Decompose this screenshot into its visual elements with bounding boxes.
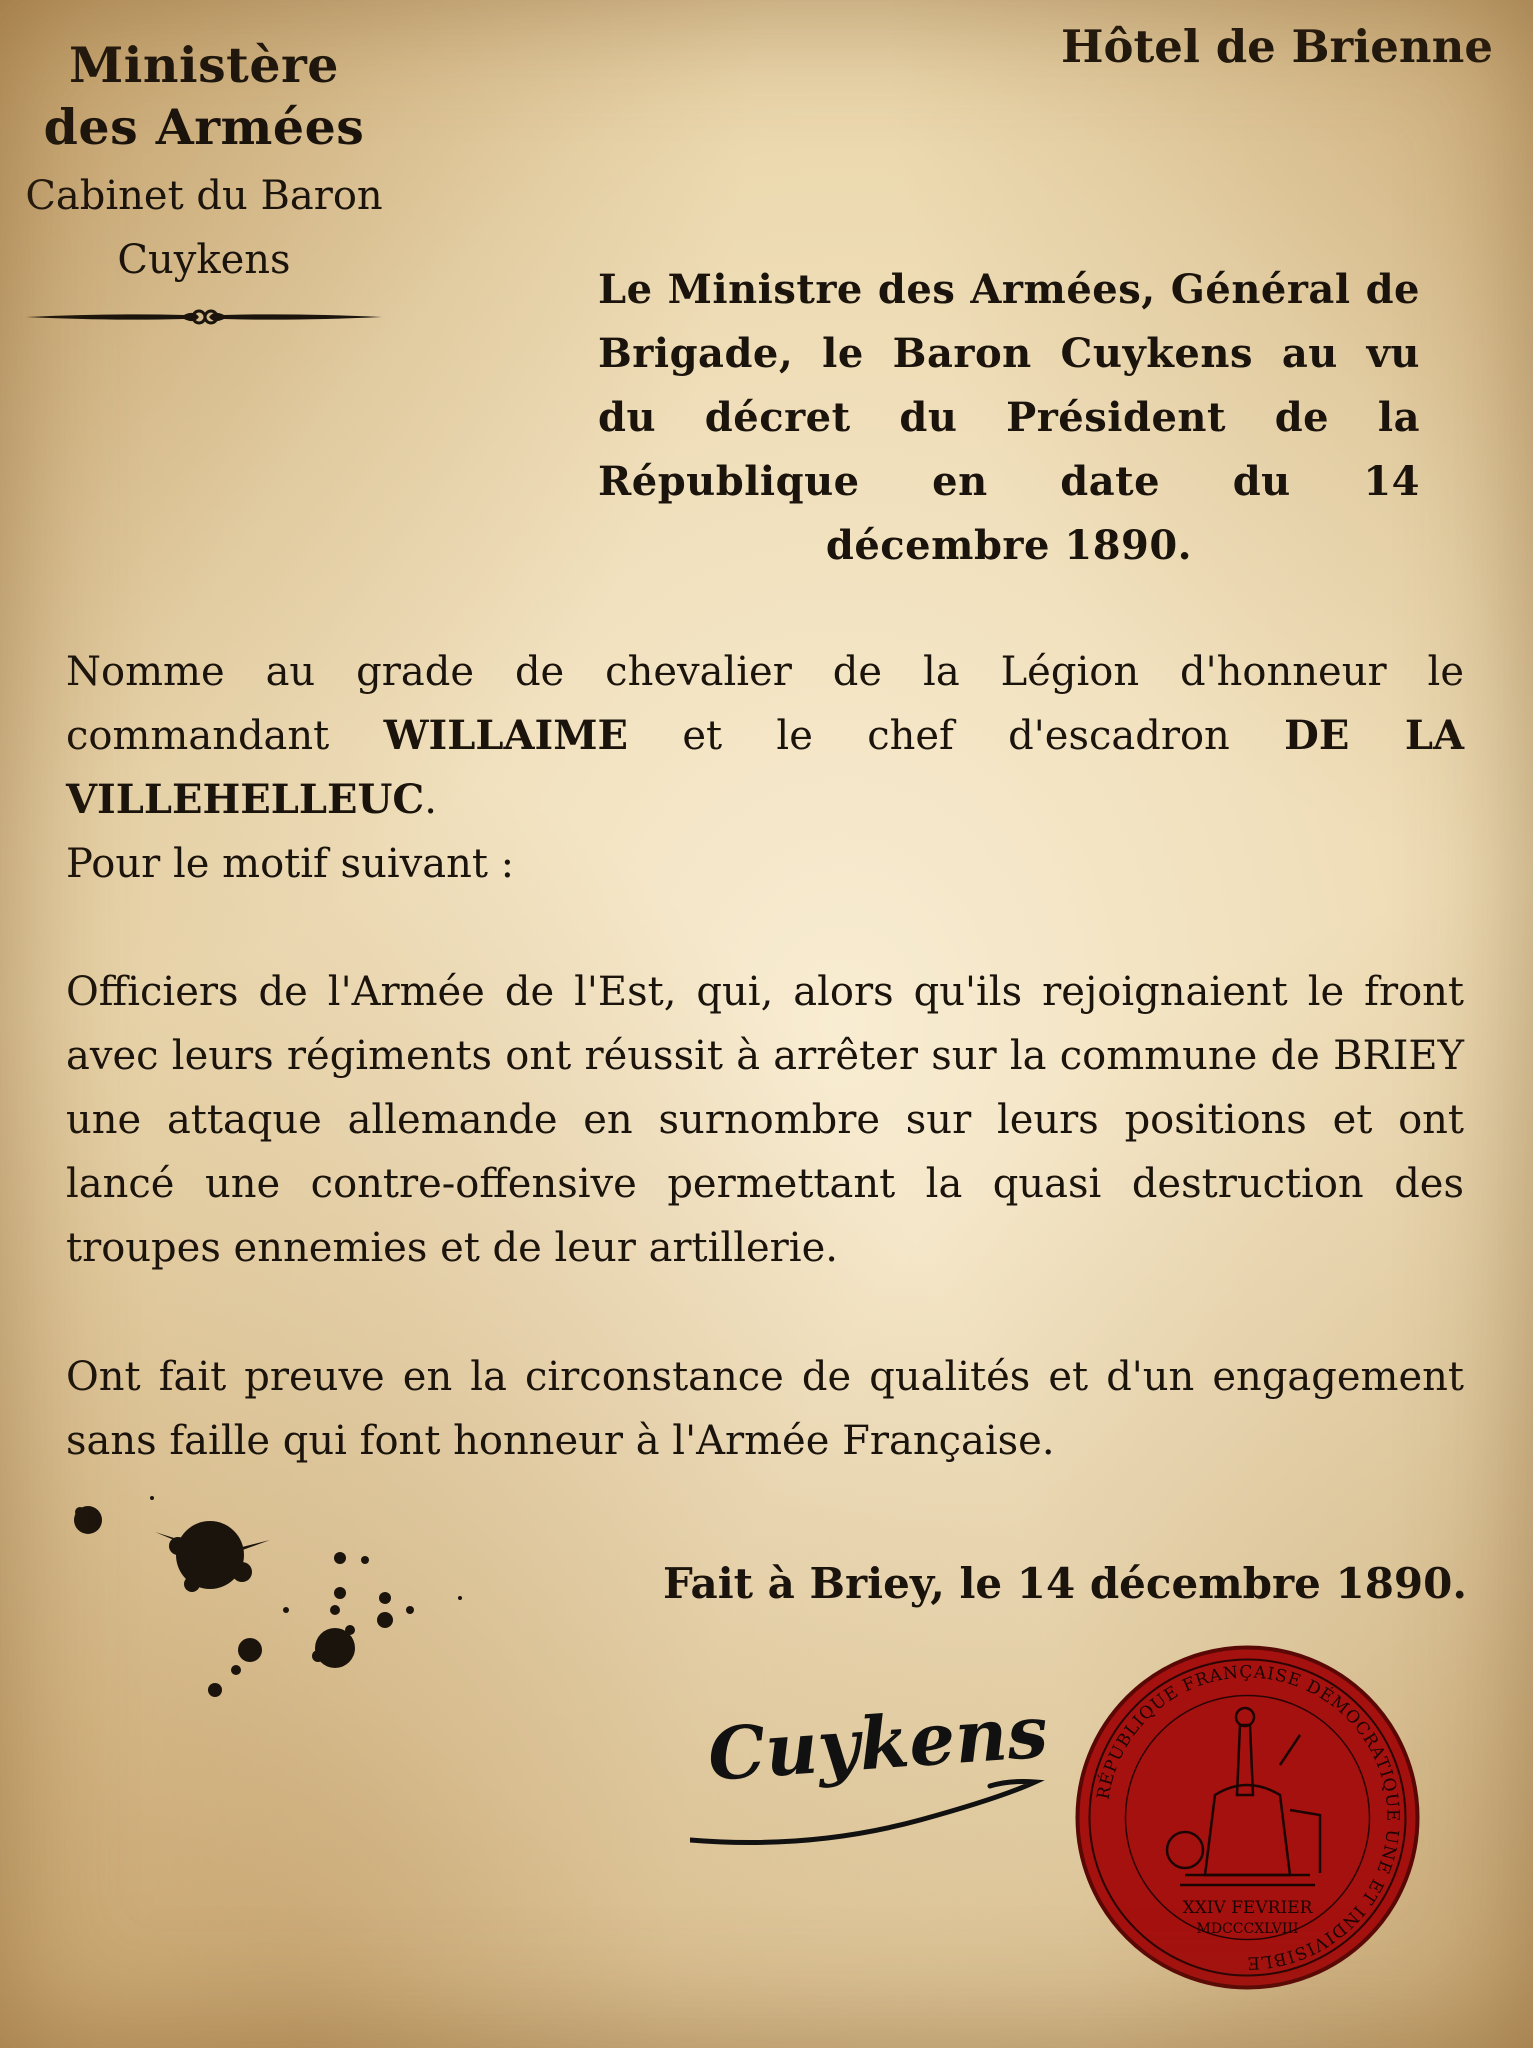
signature	[690, 1690, 1050, 1874]
seal-date-text: XXIV FEVRIER	[1182, 1898, 1313, 1918]
nomination-intro: Nomme au grade de chevalier de la Légion d'honneur le commandant	[66, 649, 1464, 759]
nominee-name-1: WILLAIME	[383, 712, 628, 759]
signature-icon	[690, 1690, 1050, 1870]
seal-year-text: MDCCCXLVIII	[1196, 1921, 1299, 1937]
citation-paragraph	[66, 960, 1464, 1280]
ink-splatter-icon	[60, 1480, 480, 1720]
svg-text:RÉPUBLIQUE FRANÇAISE DÉMOCRATI: RÉPUBLIQUE FRANÇAISE DÉMOCRATIQUE UNE ET INDIVISIBLE	[1093, 1662, 1403, 1973]
motif-label: Pour le motif suivant :	[66, 841, 515, 887]
nominee-name-2: DE LA VILLEHELLEUC	[66, 712, 1465, 823]
ministry-line-2: des Armées	[43, 98, 365, 156]
ministry-line-1: Ministère	[69, 36, 339, 94]
cabinet-line-1: Cabinet du Baron	[25, 173, 383, 219]
conclusion-paragraph: Ont fait preuve en la circonstance de qualités et d'un engagement sans faille qui font honneur à l'Armée Française.	[66, 1354, 1464, 1464]
nomination-middle: et le chef d'escadron	[682, 713, 1230, 759]
ministry-header	[24, 34, 384, 332]
ornament-divider-icon	[24, 302, 384, 332]
cabinet-line-2: Cuykens	[117, 237, 291, 283]
svg-text:Cuykens: Cuykens	[705, 1690, 1050, 1797]
decree-paragraph: Le Ministre des Armées, Général de Brigade, le Baron Cuykens au vu du décret du Président de la République en date du 14 décembre 1890.	[598, 266, 1420, 569]
citation-text-before: Officiers de l'Armée de l'Est, qui, alors qu'ils rejoignaient le front avec leurs régiments ont réussit à arrêter sur la commune de	[66, 969, 1464, 1079]
nomination-end: .	[424, 777, 437, 823]
wax-seal-icon	[1075, 1645, 1420, 1990]
nomination-paragraph	[66, 640, 1464, 832]
location-header: Hôtel de Brienne	[1060, 20, 1493, 73]
citation-place: BRIEY	[1333, 1033, 1465, 1079]
citation-text-after: une attaque allemande en surnombre sur leurs positions et ont lancé une contre-offensive permettant la quasi destruction des troupes ennemies et de leur artillerie.	[66, 1097, 1464, 1271]
date-signoff: Fait à Briey, le 14 décembre 1890.	[662, 1559, 1467, 1608]
